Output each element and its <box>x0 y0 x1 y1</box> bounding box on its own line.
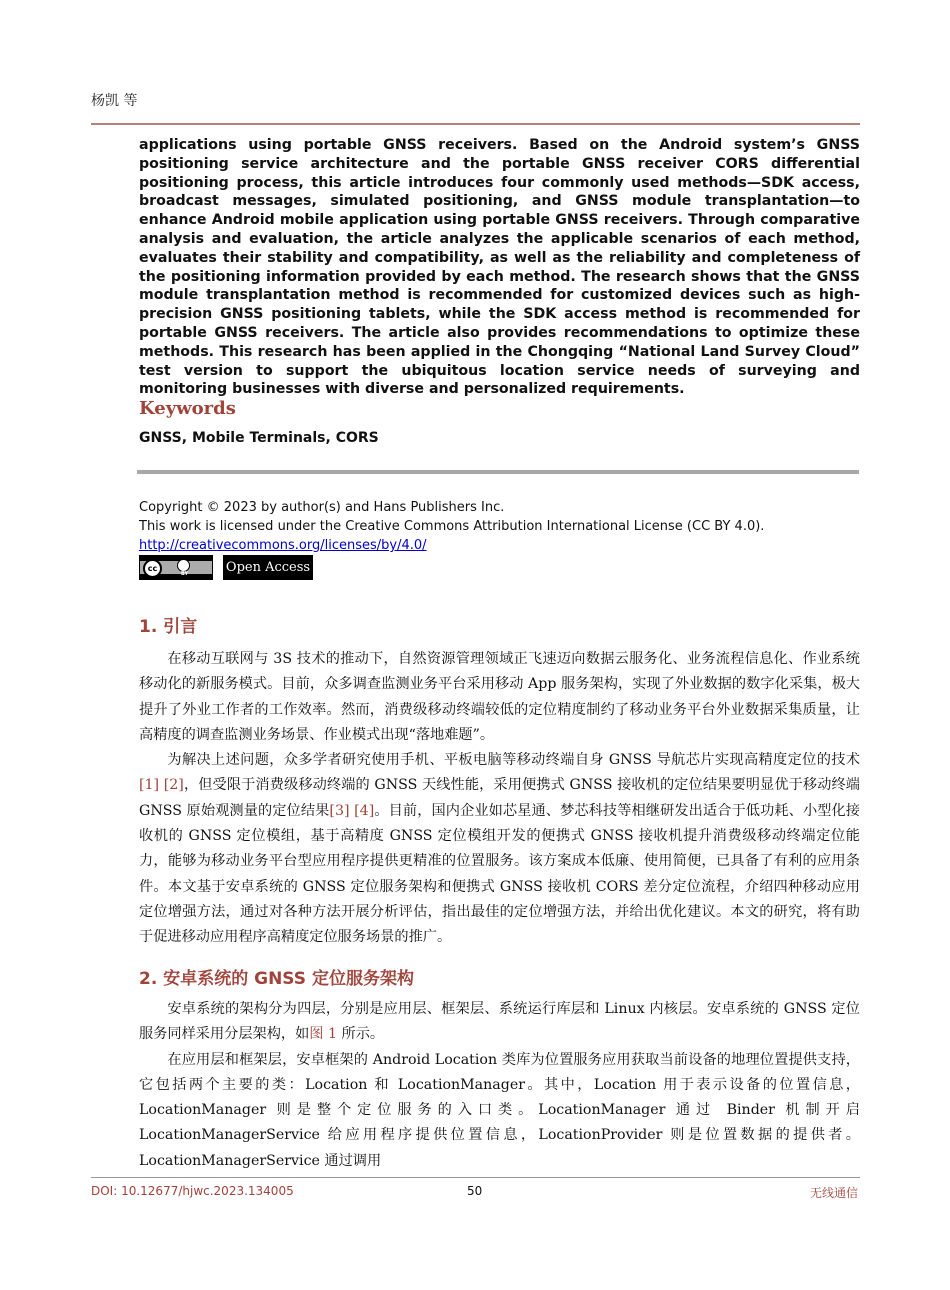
citation-link[interactable]: [2] <box>163 777 184 794</box>
section-heading-architecture: 2. 安卓系统的 GNSS 定位服务架构 <box>139 969 414 989</box>
cc-by-badge[interactable] <box>139 555 213 580</box>
paragraph <box>139 997 860 1048</box>
paragraph: 在移动互联网与 3S 技术的推动下，自然资源管理领域正飞速迈向数据云服务化、业务流程信息化、作业系统移动化的新服务模式。目前，众多调查监测业务平台采用移动 App 服务架构，实现了外业数据的数字化采集，极大提升了外业工作者的工作效率。然而，消费级移动终端较低的定位精度制约了移动业务平台外业数据采集质量，让高精度的调查监测业务场景、作业模式出现“落地难题”。 <box>139 651 860 743</box>
section-introduction-body <box>139 647 860 951</box>
license-link[interactable]: http://creativecommons.org/licenses/by/4.0/ <box>139 538 427 553</box>
license-statement: This work is licensed under the Creative Commons Attribution International License (CC BY 4.0). <box>139 519 765 534</box>
figure-link[interactable]: 图 1 <box>309 1026 337 1043</box>
paragraph-text: 所示。 <box>337 1026 385 1043</box>
section-heading-introduction: 1. 引言 <box>139 617 198 637</box>
license-block <box>139 498 764 555</box>
paragraph-text: ，但受限于消费级移动终端的 GNSS 天线性能，采用便携式 GNSS 接收机的定位结果要明显优于移动终端 GNSS 原始观测量的定位结果 <box>139 777 860 819</box>
paragraph: 在应用层和框架层，安卓框架的 Android Location 类库为位置服务应用获取当前设备的地理位置提供支持，它包括两个主要的类：Location 和 LocationManager。其中，Location 用于表示设备的位置信息，LocationManager 则是整个定位服务的入口类。LocationManager 通过 Binder 机制开启 LocationManagerService 给应用程序提供位置信息，LocationProvider 则是位置数据的提供者。LocationManagerService 通过调用 <box>139 1051 860 1169</box>
footer-divider <box>91 1177 860 1178</box>
footer-doi[interactable]: DOI: 10.12677/hjwc.2023.134005 <box>91 1184 294 1198</box>
page-number: 50 <box>467 1184 483 1198</box>
abstract-text: applications using portable GNSS receivers. Based on the Android system’s GNSS positioning service architecture and the portable GNSS receiver CORS differential positioning process, this article introduces four commonly used methods—SDK access, broadcast messages, simulated positioning, and GNSS module transplantation—to enhance Android mobile application using portable GNSS receivers. Through comparative analysis and evaluation, the article analyzes the applicable scenarios of each method, evaluates their stability and compatibility, as well as the reliability and completeness of the positioning information provided by each method. The research shows that the GNSS module transplantation method is recommended for customized devices such as high-precision GNSS positioning tablets, while the SDK access method is recommended for portable GNSS receivers. The article also provides recommendations to optimize these methods. This research has been applied in the Chongqing “National Land Survey Cloud” test version to support the ubiquitous location service needs of surveying and monitoring businesses with diverse and personalized requirements. <box>139 137 860 398</box>
paragraph-text: 安卓系统的架构分为四层，分别是应用层、框架层、系统运行库层和 Linux 内核层。安卓系统的 GNSS 定位服务同样采用分层架构，如 <box>139 1001 860 1043</box>
citation-link[interactable]: [3] <box>329 802 350 819</box>
paragraph-text: 。目前，国内企业如芯星通、梦芯科技等相继研发出适合于低功耗、小型化接收机的 GNSS 定位模组，基于高精度 GNSS 定位模组开发的便携式 GNSS 接收机提升消费级移动终端定位能力，能够为移动业务平台型应用程序提供更精准的位置服务。该方案成本低廉、使用简便，已具备了有利的应用条件。本文基于安卓系统的 GNSS 定位服务架构和便携式 GNSS 接收机 CORS 差分定位流程，介绍四种移动应用定位增强方法，通过对各种方法开展分析评估，指出最佳的定位增强方法，并给出优化建议。本文的研究，将有助于促进移动应用程序高精度定位服务场景的推广。 <box>139 802 860 946</box>
running-header-author: 杨凯 等 <box>91 93 138 109</box>
keywords-heading: Keywords <box>139 398 236 419</box>
journal-name: 无线通信 <box>809 1186 858 1200</box>
section-architecture-body <box>139 997 860 1174</box>
citation-link[interactable]: [4] <box>354 802 375 819</box>
citation-link[interactable]: [1] <box>139 777 160 794</box>
paragraph-text: 为解决上述问题，众多学者研究使用手机、平板电脑等移动终端自身 GNSS 导航芯片实现高精度定位的技术 <box>167 752 860 769</box>
open-access-badge: Open Access <box>223 555 313 580</box>
keywords-list: GNSS, Mobile Terminals, CORS <box>139 430 379 446</box>
paragraph <box>139 748 860 950</box>
header-divider <box>91 123 860 125</box>
section-divider <box>137 470 859 474</box>
by-label: BY <box>181 571 189 577</box>
copyright-line: Copyright © 2023 by author(s) and Hans Publishers Inc. <box>139 500 505 515</box>
cc-icon: cc <box>143 559 162 578</box>
